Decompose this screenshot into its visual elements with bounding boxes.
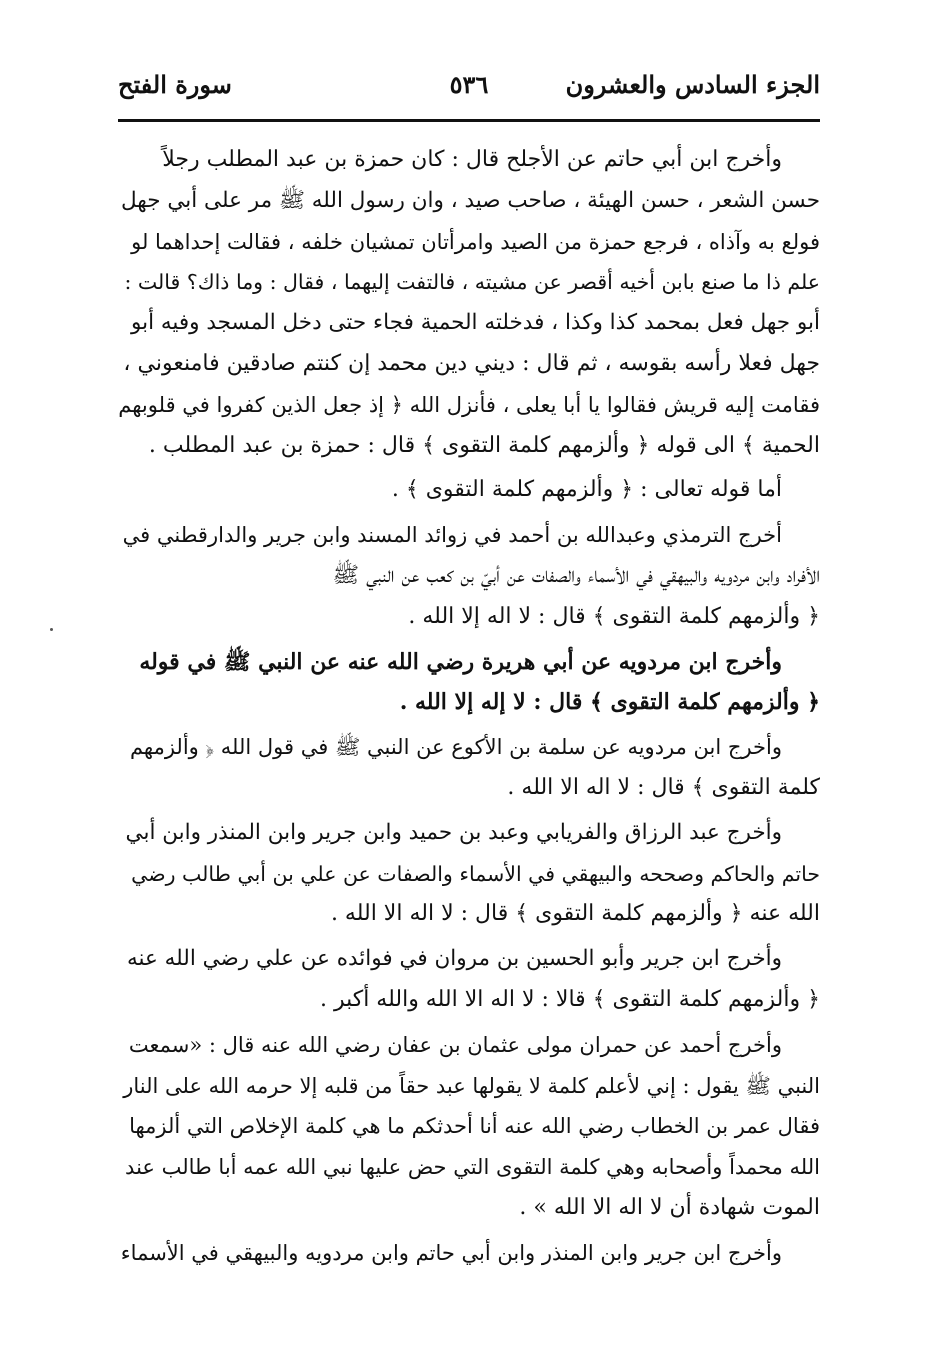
- text-line: ﴿ وألزمهم كلمة التقوى ﴾ قالا : لا اله الا الله والله أكبر .: [319, 986, 820, 1012]
- text-line: وأخرج ابن مردويه عن أبي هريرة رضي الله عنه عن النبي ﷺ في قوله: [139, 648, 782, 675]
- text-line: وأخرج ابن جرير وابن المنذر وابن أبي حاتم وابن مردويه والبيهقي في الأسماء: [120, 1240, 782, 1265]
- paragraph: [118, 470, 820, 511]
- text-line: أما قوله تعالى : ﴿ وألزمهم كلمة التقوى ﴾ .: [391, 477, 782, 503]
- text-line: ﴿ وألزمهم كلمة التقوى ﴾ قال : لا إله إلا الله .: [399, 689, 820, 716]
- text-line: وأخرج أحمد عن حمران مولى عثمان بن عفان رضي الله عنه قال : «سمعت: [128, 1032, 782, 1057]
- text-line: فولع به وآذاه ، فرجع حمزة من الصيد وامرأتان تمشيان خلفه ، فقالت إحداهما لو: [131, 229, 820, 254]
- text-line: فقامت إليه قريش فقالوا يا أبا يعلى ، فأنزل الله ﴿ إذ جعل الذين كفروا في قلوبهم: [118, 392, 820, 417]
- header-rule: [118, 119, 820, 122]
- text-line: الله عنه ﴿ وألزمهم كلمة التقوى ﴾ قال : لا اله الا الله .: [330, 901, 820, 927]
- juz-title: الجزء السادس والعشرون: [565, 70, 820, 99]
- text-line: حاتم والحاكم وصححه والبيهقي في الأسماء والصفات عن علي بن أبي طالب رضي: [131, 861, 820, 886]
- paragraph: [118, 1233, 820, 1274]
- page-body: [118, 140, 820, 1278]
- page-number: ٥٣٦: [449, 70, 489, 99]
- text-line: حسن الشعر ، حسن الهيئة ، صاحب صيد ، وان رسول الله ﷺ مر على أبي جهل: [121, 187, 820, 213]
- paragraph: [118, 1025, 820, 1229]
- text-line: الله محمداً وأصحابه وهي كلمة التقوى التي حض عليها نبي الله عمه أبا طالب عند: [125, 1155, 820, 1180]
- text-line: فقال عمر بن الخطاب رضي الله عنه أنا أحدثكم ما هي كلمة الإخلاص التي ألزمها: [129, 1114, 820, 1139]
- text-line: وأخرج عبد الرزاق والفريابي وعبد بن حميد وابن جرير وابن المنذر وابن أبي: [125, 819, 782, 845]
- text-line: أخرج الترمذي وعبدالله بن أحمد في زوائد المسند وابن جرير والدارقطني في: [122, 523, 782, 548]
- text-line: الحمية ﴾ الى قوله ﴿ وألزمهم كلمة التقوى ﴾ قال : حمزة بن عبد المطلب .: [148, 432, 820, 458]
- paragraph: [118, 642, 820, 724]
- paragraph: [118, 515, 820, 637]
- text-line: ﴿ وألزمهم كلمة التقوى ﴾ قال : لا اله إلا الله .: [408, 603, 820, 629]
- text-line: وأخرج ابن أبي حاتم عن الأجلح قال : كان حمزة بن عبد المطلب رجلاً: [162, 147, 782, 172]
- text-line: الموت شهادة أن لا اله الا الله » .: [519, 1194, 820, 1220]
- text-line: الأفراد وابن مردويه والبيهقي في الأسماء والصفات عن أبيّ بن كعب عن النبي ﷺ: [332, 562, 820, 588]
- text-line: علم ذا ما صنع بابن أخيه أقصر عن مشيته ، فالتفت إليهما ، فقال : وما ذاك؟ قالت :: [124, 270, 820, 295]
- text-line: أبو جهل فعل بمحمد كذا وكذا ، فدخلته الحمية فجاء حتى دخل المسجد وفيه أبو: [130, 310, 820, 336]
- surah-title: سورة الفتح: [118, 70, 232, 99]
- text-line: وأخرج ابن مردويه عن سلمة بن الأكوع عن النبي ﷺ في قول الله ﴿ وألزمهم: [129, 735, 782, 760]
- text-line: كلمة التقوى ﴾ قال : لا اله الا الله .: [507, 774, 820, 800]
- text-line: جهل فعلا رأسه بقوسه ، ثم قال : ديني دين محمد إن كنتم صادقين فامنعوني ،: [123, 350, 820, 376]
- text-line: وأخرج ابن جرير وأبو الحسين بن مروان في فوائده عن علي رضي الله عنه: [126, 946, 782, 972]
- paragraph: [118, 727, 820, 809]
- paragraph: [118, 140, 820, 466]
- paragraph: [118, 813, 820, 935]
- text-line: النبي ﷺ يقول : إني لأعلم كلمة لا يقولها عبد حقاً من قلبه إلا حرمه الله على النار: [123, 1073, 820, 1098]
- scan-speck: [50, 628, 53, 631]
- page-header: [118, 66, 820, 122]
- paragraph: [118, 939, 820, 1021]
